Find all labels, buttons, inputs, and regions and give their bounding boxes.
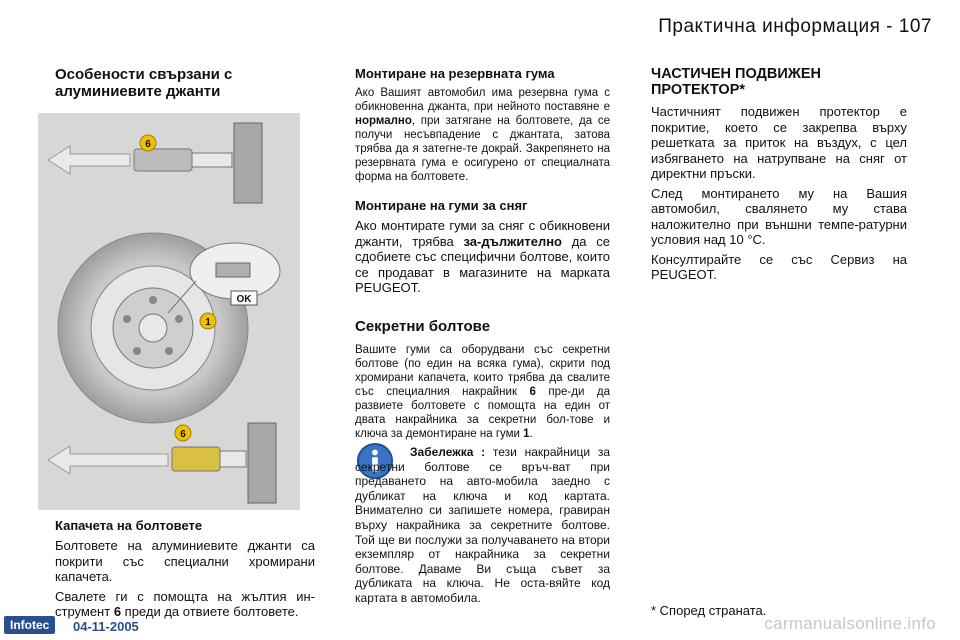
cap-removal-arrow-bottom (48, 446, 168, 474)
text-run: . (529, 427, 533, 440)
snow-tyres-paragraph (355, 218, 610, 296)
tool-top (134, 123, 262, 203)
spare-tyre-paragraph (355, 86, 610, 184)
text-run: преди да отвиете болтовете. (121, 604, 299, 619)
text-run: пре-ди да развиете болтовете с помощта на един от двата накрайника за секретни бол-тове и ключа за демонтиране на гуми (355, 385, 610, 440)
bolt-caps-title: Капачета на болтовете (55, 518, 203, 533)
label-6-top: 6 (145, 139, 151, 150)
column-alloy-wheels (55, 66, 315, 100)
footnote: * Според страната. (651, 603, 767, 618)
tool-ref-1: 1 (523, 427, 530, 440)
text-run: Вашите гуми са оборудвани със секретни болтове (по един на всяка гума), скрити под хромирани капачета, които трябва да свалите със специалния накрайник (355, 343, 610, 398)
emphasis-text: нормално (355, 115, 412, 127)
emphasis-text: за-дължително (463, 233, 562, 249)
spare-tyre-title: Монтиране на резервната гума (355, 66, 555, 81)
text-run: , при затягане на болтовете, да се получи несъвпадение с джантата, затова трябва да я затегне-те докрай. Закрепянето на резервната гума е осигурено от специалната форма на болтовете. (355, 115, 610, 183)
note-label: Забележка : (410, 445, 486, 459)
cap-removal-arrow-top (48, 146, 130, 174)
protector-paragraph-2: След монтирането му на Вашия автомобил, свалянето му става наложително при външни темпе-ратурни условия над 10 °C. (651, 185, 907, 247)
section-title-alloy-wheels: Особености свързани с алуминиевите джанти (55, 66, 233, 100)
snow-tyres-title: Монтиране на гуми за сняг (355, 198, 528, 213)
protector-paragraph-1: Частичният подвижен протектор е покритие, което се закрепва върху решетката за приток на въздух, с цел избягването на натрупване на сняг от директни пръски. (651, 104, 907, 181)
partial-protector-title: ЧАСТИЧЕН ПОДВИЖЕН ПРОТЕКТОР* (651, 66, 822, 98)
secret-bolts-paragraph (355, 343, 610, 441)
column-bolts (355, 66, 610, 445)
print-date: 04-11-2005 (73, 619, 139, 634)
protector-paragraph-3: Консултирайте се със Сервиз на PEUGEOT. (651, 251, 907, 282)
tool-ref-6: 6 (529, 385, 536, 398)
text-run: Свалете ги с помощта на жълтия ин-струмент (55, 588, 315, 619)
text-run: да се сдобиете със специфични болтове, които се продават в магазините на марката PEUGEOT. (355, 233, 610, 295)
wheel-bolts-illustration (38, 113, 300, 510)
secret-bolts-title: Секретни болтове (355, 317, 491, 335)
text-run: Ако монтирате гуми за сняг с обикновени джанти, трябва (355, 218, 610, 249)
infotec-logo: Infotec (4, 616, 55, 634)
label-6-bottom: 6 (180, 429, 186, 440)
bolt-caps-paragraph-1: Болтовете на алуминиевите джанти са покрити със специални хромирани капачета. (55, 538, 315, 584)
note-paragraph (355, 445, 610, 606)
page-title: Практична информация - 107 (658, 16, 932, 37)
wheel-diagram (38, 113, 300, 510)
note-block (355, 445, 610, 606)
text-run: Ако Вашият автомобил има резервна гума с обикновенна джанта, при нейното поставяне е (355, 87, 610, 113)
note-text: тези накрайници за секретни болтове се връч-ват при предаването на авто-мобила заедно с дубликат на ключа и код картата. Внимателно си запишете номера, гравиран върху накрайника за секретните болтове. Той ще ви послужи за получаването на втори екземпляр от накрайника за секретни болтове. Даваме Ви съща съвет за дубликата на ключа. Не оста-вяйте код картата в автомобила. (355, 445, 610, 605)
column-protector (651, 66, 907, 287)
label-1: 1 (205, 317, 211, 328)
footer (0, 608, 960, 640)
watermark: carmanualsonline.info (764, 614, 936, 633)
ok-label: OK (236, 294, 252, 305)
tool-ref-6: 6 (113, 604, 122, 619)
